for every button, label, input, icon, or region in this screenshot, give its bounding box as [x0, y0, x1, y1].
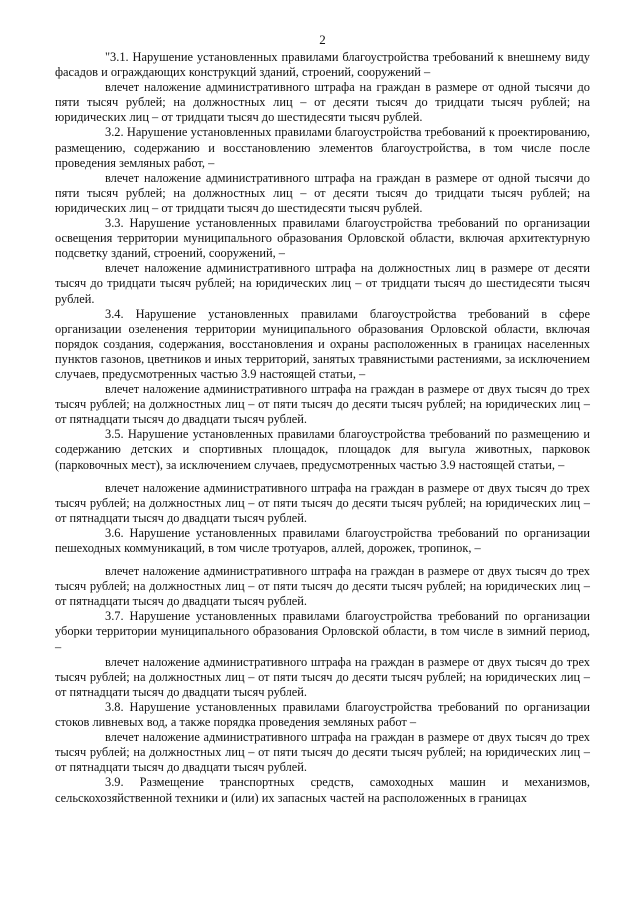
paragraph-3-4: 3.4. Нарушение установленных правилами благоустройства требований в сфере организации озеленения территории муниципального образования Орловской области, включая порядок создания, содержания, восстановления и охраны расположенных в границах населенных пунктов газонов, цветников и иных территорий, занятых травянистыми растениями, за исключением случаев, предусмотренных частью 3.9 настоящей статьи, –	[55, 306, 590, 381]
page-number: 2	[319, 32, 326, 47]
paragraph-3-2: 3.2. Нарушение установленных правилами благоустройства требований к проектированию, размещению, содержанию и восстановлению элементов благоустройства, в том числе после проведения земляных работ, –	[55, 125, 590, 170]
paragraph-gap	[55, 556, 590, 564]
paragraph-3-5: 3.5. Нарушение установленных правилами благоустройства требований по размещению и содержанию детских и спортивных площадок, площадок для выгула животных, парковок (парковочных мест), за исключением случаев, предусмотренных частью 3.9 настоящей статьи, –	[55, 427, 590, 472]
penalty-3-1: влечет наложение административного штрафа на граждан в размере от одной тысячи до пяти тысяч рублей; на должностных лиц – от десяти тысяч до тридцати тысяч рублей; на юридических лиц – от тридцати тысяч до шестидесяти тысяч рублей.	[55, 80, 590, 125]
paragraph-3-6: 3.6. Нарушение установленных правилами благоустройства требований по организации пешеходных коммуникаций, в том числе тротуаров, аллей, дорожек, тропинок, –	[55, 525, 590, 555]
paragraph-gap	[55, 473, 590, 481]
penalty-3-7: влечет наложение административного штрафа на граждан в размере от двух тысяч до трех тысяч рублей; на должностных лиц – от пяти тысяч до десяти тысяч рублей; на юридических лиц – от пятнадцати тысяч до двадцати тысяч рублей.	[55, 654, 590, 699]
paragraph-3-7: 3.7. Нарушение установленных правилами благоустройства требований по организации уборки территории муниципального образования Орловской области, в том числе в зимний период, –	[55, 609, 590, 654]
penalty-3-4: влечет наложение административного штрафа на граждан в размере от двух тысяч до трех тысяч рублей; на должностных лиц – от пяти тысяч до десяти тысяч рублей; на юридических лиц – от пятнадцати тысяч до двадцати тысяч рублей.	[55, 382, 590, 427]
document-page	[55, 32, 590, 806]
penalty-3-5: влечет наложение административного штрафа на граждан в размере от двух тысяч до трех тысяч рублей; на должностных лиц – от пяти тысяч до десяти тысяч рублей; на юридических лиц – от пятнадцати тысяч до двадцати тысяч рублей.	[55, 480, 590, 525]
paragraph-3-8: 3.8. Нарушение установленных правилами благоустройства требований по организации стоков ливневых вод, а также порядка проведения земляных работ –	[55, 699, 590, 730]
paragraph-3-9: 3.9. Размещение транспортных средств, самоходных машин и механизмов, сельскохозяйственной техники и (или) их запасных частей на расположенных в границах	[55, 775, 590, 805]
penalty-3-2: влечет наложение административного штрафа на граждан в размере от одной тысячи до пяти тысяч рублей; на должностных лиц – от десяти тысяч до тридцати тысяч рублей; на юридических лиц – от тридцати тысяч до шестидесяти тысяч рублей.	[55, 170, 590, 215]
paragraph-3-1: "3.1. Нарушение установленных правилами благоустройства требований к внешнему виду фасадов и ограждающих конструкций зданий, строений, сооружений –	[55, 50, 590, 80]
paragraph-3-3: 3.3. Нарушение установленных правилами благоустройства требований по организации освещения территории муниципального образования Орловской области, включая архитектурную подсветку зданий, строений, сооружений, –	[55, 216, 590, 261]
penalty-3-3: влечет наложение административного штрафа на должностных лиц в размере от десяти тысяч до тридцати тысяч рублей; на юридических лиц – от тридцати тысяч до шестидесяти тысяч рублей.	[55, 261, 590, 306]
penalty-3-6: влечет наложение административного штрафа на граждан в размере от двух тысяч до трех тысяч рублей; на должностных лиц – от пяти тысяч до десяти тысяч рублей; на юридических лиц – от пятнадцати тысяч до двадцати тысяч рублей.	[55, 564, 590, 609]
penalty-3-8: влечет наложение административного штрафа на граждан в размере от двух тысяч до трех тысяч рублей; на должностных лиц – от пяти тысяч до десяти тысяч рублей; на юридических лиц – от пятнадцати тысяч до двадцати тысяч рублей.	[55, 730, 590, 775]
